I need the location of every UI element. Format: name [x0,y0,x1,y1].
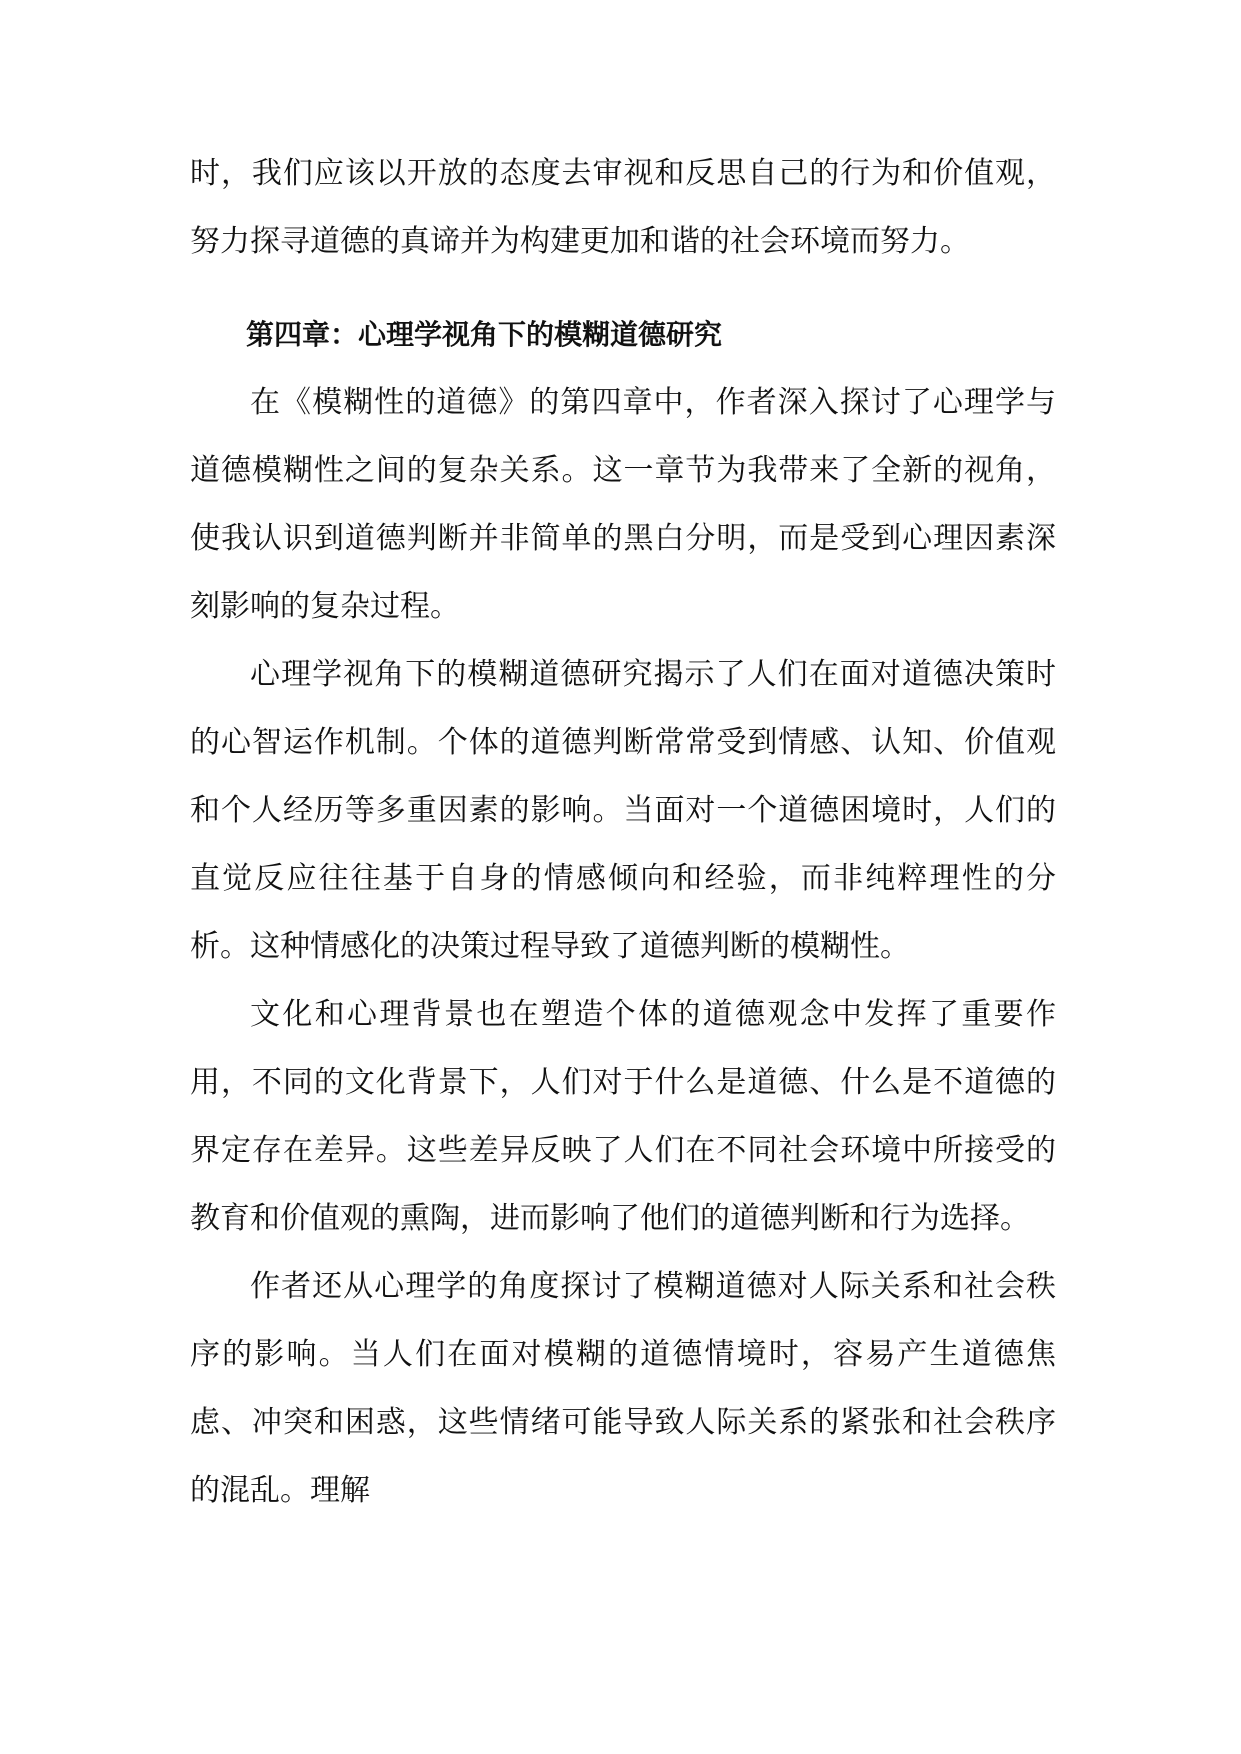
chapter-paragraph-2: 心理学视角下的模糊道德研究揭示了人们在面对道德决策时的心智运作机制。个体的道德判断常常受到情感、认知、价值观和个人经历等多重因素的影响。当面对一个道德困境时，人们的直觉反应往往基于自身的情感倾向和经验，而非纯粹理性的分析。这种情感化的决策过程导致了道德判断的模糊性。 [190,657,1056,964]
chapter-paragraph-4: 作者还从心理学的角度探讨了模糊道德对人际关系和社会秩序的影响。当人们在面对模糊的道德情境时，容易产生道德焦虑、冲突和困惑，这些情绪可能导致人际关系的紧张和社会秩序的混乱。理解 [190,1269,1056,1508]
document-body [190,140,1056,1525]
continuation-paragraph: 时，我们应该以开放的态度去审视和反思自己的行为和价值观，努力探寻道德的真谛并为构建更加和谐的社会环境而努力。 [190,156,1056,259]
chapter-paragraph-3: 文化和心理背景也在塑造个体的道德观念中发挥了重要作用，不同的文化背景下，人们对于什么是道德、什么是不道德的界定存在差异。这些差异反映了人们在不同社会环境中所接受的教育和价值观的熏陶，进而影响了他们的道德判断和行为选择。 [190,997,1056,1236]
chapter-paragraph-1: 在《模糊性的道德》的第四章中，作者深入探讨了心理学与道德模糊性之间的复杂关系。这一章节为我带来了全新的视角，使我认识到道德判断并非简单的黑白分明，而是受到心理因素深刻影响的复杂过程。 [190,385,1056,624]
chapter-heading: 第四章：心理学视角下的模糊道德研究 [246,318,723,351]
